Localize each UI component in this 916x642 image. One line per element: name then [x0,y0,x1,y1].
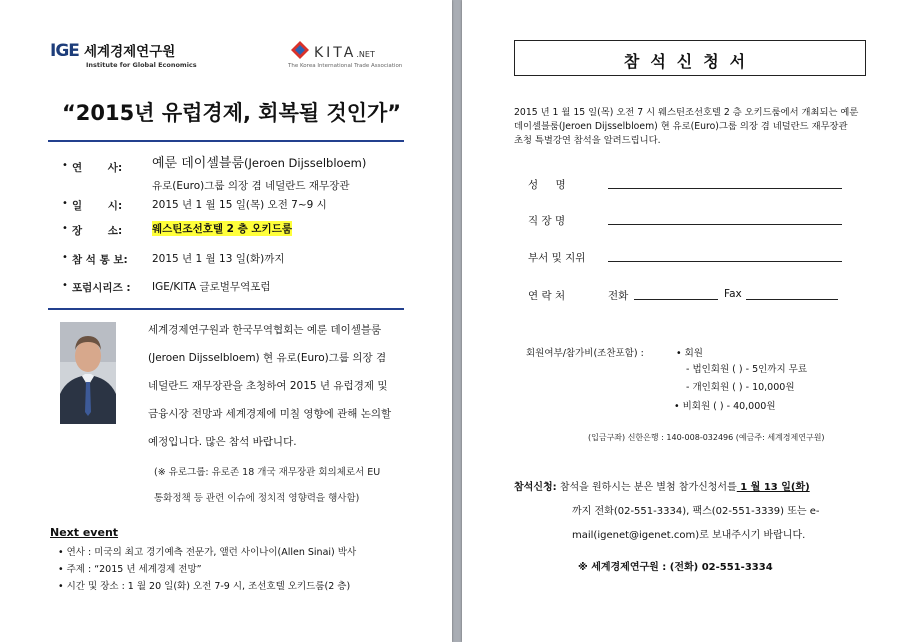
intro-line: 초청 특별강연 참석을 알려드립니다. [514,135,661,146]
speaker-role: 유로(Euro)그룹 의장 겸 네덜란드 재무장관 [152,180,350,192]
fax-label: Fax [724,288,742,300]
ige-logo-name: 세계경제연구원 [84,44,176,60]
description-line: 네덜란드 재무장관을 초청하여 2015 년 유럽경제 및 [148,380,388,392]
bullet-icon: • [62,198,68,209]
ige-logo-mark: IGE [50,41,79,61]
individual-member-option: - 개인회원 ( ) - 10,000원 [686,382,795,393]
corporate-member-option: - 법인회원 ( ) - 5인까지 무료 [686,364,808,375]
form-intro [514,106,858,148]
ige-logo-subtitle: Institute for Global Economics [86,61,197,69]
kita-logo-icon [290,40,310,64]
eurogroup-note [154,460,380,512]
title-divider [48,140,404,142]
name-label: 성 명 [528,179,566,191]
event-title: “2015년 유럽경제, 회복될 것인가” [62,101,402,125]
description-line: 예정입니다. 많은 참석 바랍니다. [148,436,297,448]
description-line: 금융시장 전망과 세계경제에 미칠 영향에 관해 논의할 [148,408,392,420]
place-label: 장 소: [72,225,123,237]
next-event-item: • 연사 : 미국의 최고 경기예측 전문가, 앨런 사이나이(Allen Sinai) 박사 [58,547,357,558]
kita-logo-mark: KITA [314,45,357,61]
apply-deadline: 1 월 13 일(화) [736,482,810,493]
bullet-icon: • [62,160,68,171]
kita-logo-subtitle: The Korea International Trade Association [288,63,403,69]
form-title-box [514,40,866,76]
next-event-item: • 주제 : “2015 년 세계경제 전망” [58,564,202,575]
note-line: 통화정책 등 관련 이슈에 정치적 영향력을 행사함) [154,493,360,504]
speaker-name-ko: 예룬 데이셀블룸 [152,156,245,171]
apply-label: 참석신청: [514,482,557,493]
next-event-item: • 시간 및 장소 : 1 월 20 일(화) 오전 7-9 시, 조선호텔 오키드룸(2 층) [58,581,351,592]
date-label: 일 시: [72,200,123,212]
membership-label: 회원여부/참가비(조찬포함) : [526,348,644,359]
speaker-label: 연 사: [72,162,123,174]
apply-line: 까지 전화(02-551-3334), 팩스(02-551-3339) 또는 e- [572,506,820,517]
company-label: 직 장 명 [528,215,566,227]
kita-logo [314,42,375,61]
apply-text: 참석을 원하시는 분은 별첨 참가신청서를 [556,482,737,493]
speaker-photo [60,322,116,424]
place-value: 웨스틴조선호텔 2 층 오키드룸 [152,223,292,235]
notice-label: 참 석 통 보: [72,254,128,266]
series-label: 포럼시리즈 : [72,282,131,294]
application-instructions [514,476,820,548]
description-line: 세계경제연구원과 한국무역협회는 예룬 데이셀블룸 [148,324,382,336]
fax-input-line[interactable] [746,299,838,300]
department-label: 부서 및 지위 [528,252,586,264]
bullet-icon: • [62,280,68,291]
non-member-option: • 비회원 ( ) - 40,000원 [674,401,776,412]
kita-logo-suffix: .NET [356,50,375,59]
info-divider [48,308,404,310]
description-line: (Jeroen Dijsselbloem) 현 유로(Euro)그룹 의장 겸 [148,352,387,364]
date-value: 2015 년 1 월 15 일(목) 오전 7~9 시 [152,199,327,211]
apply-line: mail(igenet@igenet.com)로 보내주시기 바랍니다. [572,530,806,541]
bank-account-info: (입금구좌) 신한은행 : 140-008-032496 (예금주: 세계경제연구원) [588,433,825,442]
description-paragraph [148,316,391,456]
flyer-page [0,0,452,642]
intro-line: 데이셀블룸(Jeroen Dijsselbloem) 현 유로(Euro)그룹 의장 겸 네덜란드 재무장관 [514,121,848,132]
speaker-name-en: (Jeroen Dijsselbloem) [244,156,367,170]
notice-value: 2015 년 1 월 13 일(화)까지 [152,253,285,265]
phone-label: 전화 [608,290,629,302]
intro-line: 2015 년 1 월 15 일(목) 오전 7 시 웨스틴조선호텔 2 층 오키드룸에서 개최되는 예룬 [514,107,859,118]
bullet-icon: • [62,252,68,263]
speaker-name [152,152,366,171]
ige-logo [50,40,175,61]
next-event-title: Next event [50,526,119,539]
member-heading: • 회원 [676,348,703,359]
name-input-line[interactable] [608,188,842,189]
bullet-icon: • [62,223,68,234]
contact-footer: ※ 세계경제연구원 : (전화) 02-551-3334 [578,562,773,573]
series-value: IGE/KITA 글로벌무역포럼 [152,281,271,293]
note-line: (※ 유로그룹: 유로존 18 개국 재무장관 회의체로서 EU [154,467,381,478]
form-title: 참석신청서 [623,52,757,71]
company-input-line[interactable] [608,224,842,225]
contact-label: 연 락 처 [528,290,566,302]
phone-input-line[interactable] [634,299,718,300]
department-input-line[interactable] [608,261,842,262]
registration-form-page [462,0,916,642]
